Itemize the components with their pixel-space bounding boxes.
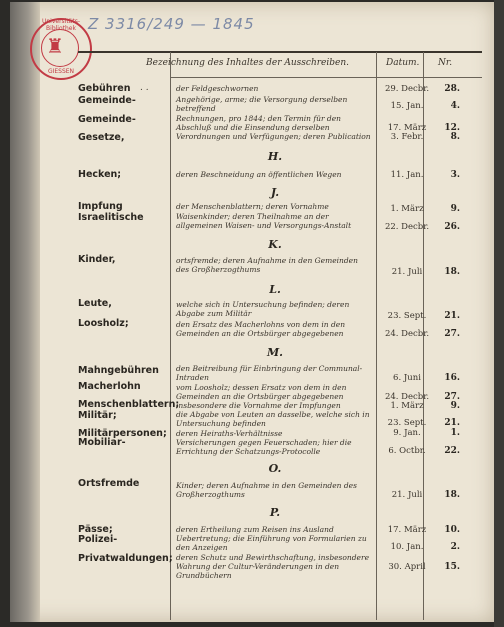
- section-letter-p: P.: [269, 506, 281, 519]
- entry-keyword: Israelitische: [78, 212, 144, 223]
- entry-description: der Feldgeschwornen: [176, 84, 259, 93]
- entry-description: Uebertretung; die Einführung von Formularien zu den Anzeigen: [176, 534, 367, 552]
- entry-number: 1.: [450, 428, 460, 438]
- entry-number: 26.: [444, 222, 460, 232]
- entry-description: Rechnungen, pro 1844; den Termin für den Abschluß und die Einsendung derselben: [176, 114, 341, 132]
- section-letter-l: L.: [269, 283, 281, 296]
- entry-date: 10. Jan.: [390, 542, 424, 552]
- entry-keyword: Polizei-: [78, 534, 118, 545]
- entry-keyword: Pässe;: [78, 524, 113, 535]
- entry-date: 6. Juni: [393, 373, 421, 383]
- entry-number: 28.: [444, 84, 460, 94]
- stamp-text-bottom: GIESSEN: [47, 68, 75, 75]
- entry-number: 21.: [444, 418, 460, 428]
- entry-description: die Abgabe von Leuten an dasselbe, welche sich in Untersuchung befinden: [176, 410, 370, 428]
- entry-date: 21. Juli: [391, 267, 423, 277]
- entry-number: 2.: [450, 542, 460, 552]
- entry-number: 22.: [444, 446, 460, 456]
- entry-description: deren Schutz und Bewirthschaftung, insbesondere Wahrung der Cultur-Veränderungen in den Grundbüchern: [176, 553, 370, 580]
- header-rule: [78, 51, 482, 53]
- section-letter-o: O.: [268, 462, 282, 475]
- entry-date: 6. Octbr.: [388, 446, 426, 456]
- entry-number: 4.: [450, 101, 460, 111]
- entry-description: Versicherungen gegen Feuerschaden; hier die Errichtung der Schatzungs-Protocolle: [176, 438, 352, 456]
- entry-number: 9.: [450, 204, 460, 214]
- entry-date: 15. Jan.: [390, 101, 424, 111]
- header-description: Bezeichnung des Inhaltes der Ausschreiben.: [146, 58, 349, 68]
- entry-date: 3. Febr.: [390, 132, 424, 142]
- entry-date: 21. Juli: [391, 490, 423, 500]
- entry-keyword: Gesetze,: [78, 132, 125, 143]
- entry-date: 23. Sept.: [387, 418, 427, 428]
- entry-number: 21.: [444, 311, 460, 321]
- header-bottom-rule: [170, 77, 482, 78]
- entry-date: 23. Sept.: [387, 311, 427, 321]
- section-letter-h: H.: [267, 150, 283, 163]
- entry-keyword: Gemeinde-: [78, 95, 136, 106]
- entry-number: 18.: [444, 490, 460, 500]
- entry-keyword: Ortsfremde: [78, 478, 140, 489]
- entry-description: ortsfremde; deren Aufnahme in den Gemeinden des Großherzogthums: [176, 256, 358, 274]
- entry-description: Angehörige, arme; die Versorgung derselben betreffend: [176, 95, 348, 113]
- library-stamp: [30, 18, 92, 80]
- page-edge-right: [494, 0, 504, 627]
- entry-date: 24. Decbr.: [384, 329, 430, 339]
- entry-date: 1. März: [390, 204, 424, 214]
- book-spine: [10, 2, 40, 622]
- entry-keyword: Mobiliar-: [78, 437, 126, 448]
- section-letter-k: K.: [268, 238, 282, 251]
- header-number: Nr.: [438, 58, 453, 68]
- entry-number: 16.: [444, 373, 460, 383]
- entry-description: der Menschenblattern; deren Vornahme: [176, 202, 329, 211]
- entry-number: 27.: [444, 392, 460, 402]
- entry-keyword: Kinder,: [78, 254, 116, 265]
- entry-date: 17. März: [387, 525, 427, 535]
- entry-number: 3.: [450, 170, 460, 180]
- section-letter-j: J.: [270, 186, 280, 199]
- entry-date: 30. April: [388, 562, 426, 572]
- entry-date: 9. Jan.: [393, 428, 421, 438]
- entry-number: 18.: [444, 267, 460, 277]
- entry-keyword: Gemeinde-: [78, 114, 136, 125]
- entry-description: deren Ertheilung zum Reisen ins Ausland: [176, 525, 334, 534]
- entry-keyword: Mahngebühren: [78, 365, 159, 376]
- entry-keyword: Militär;: [78, 410, 117, 421]
- column-divider-1: [170, 52, 171, 620]
- entry-keyword: Impfung: [78, 201, 123, 212]
- stamp-text-top: Universitäts-Bibliothek: [41, 18, 81, 32]
- entry-date: 24. Decbr.: [384, 392, 430, 402]
- entry-description: den Ersatz des Macherlohns von dem in den Gemeinden an die Ortsbürger abgegebenen: [176, 320, 346, 338]
- entry-number: 12.: [444, 123, 460, 133]
- entry-keyword: Hecken;: [78, 169, 122, 180]
- entry-description: deren Beschneidung an öffentlichen Wegen: [176, 170, 342, 179]
- entry-number: 8.: [450, 132, 460, 142]
- entry-keyword: Leute,: [78, 298, 112, 309]
- entry-keyword: Privatwaldungen;: [78, 553, 173, 564]
- entry-date: 11. Jan.: [390, 170, 424, 180]
- entry-number: 27.: [444, 329, 460, 339]
- entry-number: 15.: [444, 562, 460, 572]
- entry-keyword: Menschenblattern;: [78, 399, 180, 410]
- section-letter-m: M.: [266, 346, 283, 359]
- entry-date: 1. März: [390, 401, 424, 411]
- entry-date: 29. Decbr.: [384, 84, 430, 94]
- entry-keyword: Militärpersonen;: [78, 428, 167, 439]
- entry-description: welche sich in Untersuchung befinden; deren Abgabe zum Militär: [176, 300, 350, 318]
- lion-icon: ♜: [46, 34, 64, 58]
- entry-number: 9.: [450, 401, 460, 411]
- entry-description: insbesondere die Vornahme der Impfungen: [176, 401, 341, 410]
- header-date: Datum.: [386, 58, 420, 68]
- entry-number: 10.: [444, 525, 460, 535]
- entry-description: Kinder; deren Aufnahme in den Gemeinden des Großherzogthums: [176, 481, 357, 499]
- entry-keyword: Loosholz;: [78, 318, 129, 329]
- shelfmark: Z 3316/249 — 1845: [88, 15, 255, 33]
- entry-keyword: Macherlohn: [78, 381, 141, 392]
- entry-description: Verordnungen und Verfügungen; deren Publication: [176, 132, 371, 141]
- entry-keyword: Gebühren: [78, 83, 131, 94]
- entry-description: deren Heiraths-Verhältnisse: [176, 429, 283, 438]
- entry-description: Waisenkinder; deren Theilnahme an der allgemeinen Waisen- und Versorgungs-Anstalt: [176, 212, 352, 230]
- entry-description: den Beitreibung für Einbringung der Communal-Intraden: [176, 364, 363, 382]
- entry-date: 22. Decbr.: [384, 222, 430, 232]
- entry-description: vom Loosholz; dessen Ersatz von dem in den Gemeinden an die Ortsbürger abgegebenen: [176, 383, 347, 401]
- entry-date: 17. März: [387, 123, 427, 133]
- leader-dots: . .: [140, 83, 149, 93]
